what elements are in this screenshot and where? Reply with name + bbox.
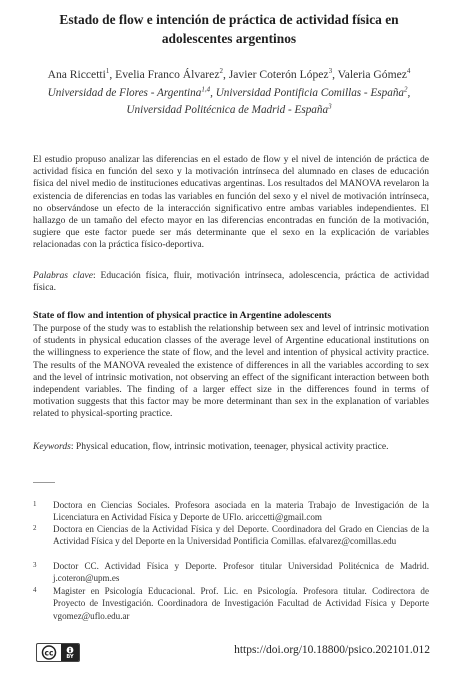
by-label: BY bbox=[66, 653, 74, 660]
author-affiliation-mark: 2 bbox=[219, 67, 223, 76]
author-name: Evelia Franco Álvarez bbox=[115, 68, 220, 81]
by-attribution-icon bbox=[61, 644, 79, 661]
footnote-number: 4 bbox=[33, 586, 37, 594]
article-title: Estado de flow e intención de práctica de actividad física en adolescentes argentinos bbox=[59, 12, 399, 46]
author-affiliation-mark: 3 bbox=[328, 67, 333, 76]
affiliation-mark: 3 bbox=[328, 101, 332, 110]
doi-link[interactable]: https://doi.org/10.18800/psico.202101.012 bbox=[234, 644, 430, 656]
affiliation: Universidad de Flores - Argentina bbox=[47, 87, 202, 99]
footnote-number: 3 bbox=[33, 561, 37, 569]
author-name: Javier Coterón López bbox=[228, 68, 329, 81]
author-affiliation-mark: 1 bbox=[105, 67, 110, 76]
keywords-label: Palabras clave bbox=[33, 270, 94, 281]
author-name: Valeria Gómez bbox=[337, 68, 407, 81]
footnote bbox=[33, 560, 429, 585]
footnote-text: Doctor CC. Actividad Física y Deporte. Profesor titular Universidad Politécnica de Madrid. j.coteron@upm.es bbox=[53, 561, 429, 584]
footnote-text: Doctora en Ciencias Sociales. Profesora asociada en la materia Trabajo de Investigación de la Licenciatura en Actividad Física y Deporte de UFlo. ariccetti@gmail.com bbox=[53, 500, 429, 523]
footnote-number: 1 bbox=[33, 500, 37, 508]
footnote bbox=[33, 523, 429, 548]
affiliation: Universidad Pontificia Comillas - España bbox=[215, 87, 405, 99]
keywords-text: : Physical education, flow, intrinsic motivation, teenager, physical activity practice. bbox=[70, 441, 389, 452]
footnote bbox=[33, 499, 429, 524]
affiliation: Universidad Politécnica de Madrid - España bbox=[126, 103, 329, 116]
creative-commons-license-icon bbox=[36, 643, 80, 662]
author-list: Ana Riccetti$^1$, Evelia Franco Álvarez$^2$, Javier Coterón López$^3$, Valeria Gómez$^4$ bbox=[47, 67, 411, 81]
author-name: Ana Riccetti bbox=[47, 68, 106, 81]
affiliation-mark: 1,4 bbox=[201, 85, 211, 94]
abstract-english: The purpose of the study was to establish the relationship between sex and level of intrinsic motivation of students in physical education classes of the average level of Argentine educational institutions on the willingness to experience the state of flow, and the level and intention of physical activity practice. The results of the MANOVA revealed the existence of differences in all the variables according to sex and the level of intrinsic motivation, not observing an effect of the significant interaction between both independent variables. The finding of a larger effect size in the differences found in terms of motivation suggests that this factor may be more determinant than sex in the explanation of variables related to physical-sporting practice. bbox=[33, 323, 429, 420]
affiliation-list: Universidad de Flores - Argentina$^{1,4}$, Universidad Pontificia Comillas - España$^2$, Universidad Politécnica de Madrid - España$^3$ bbox=[47, 85, 411, 116]
keywords-spanish bbox=[33, 270, 429, 294]
abstract-spanish: El estudio propuso analizar las diferencias en el estado de flow y el nivel de intención de práctica de actividad física en función del sexo y la motivación intrínseca del alumnado en clases de educación física del nivel medio de instituciones educativas argentinas. Los resultados del MANOVA revelaron la existencia de diferencias en todas las variables en función del sexo y el nivel de motivación intrínseca, no observándose un efecto de la interacción significativo entre ambas variables independientes. El hallazgo de un tamaño del efecto mayor en las diferencias encontradas en función de la motivación, sugiere que este factor puede ser más determinante que el sexo en la explicación de variables relacionadas con la práctica físico-deportiva. bbox=[33, 154, 429, 251]
keywords-label: Keywords bbox=[33, 441, 71, 452]
cc-icon bbox=[37, 644, 61, 661]
footnote-text: Magister en Psicología Educacional. Prof. Lic. en Psicología. Profesora titular. Codirectora de Proyecto de Investigación. Coordinadora de Investigación Facultad de Actividad Física y Deporte vgomez@uflo.edu.ar bbox=[53, 586, 429, 621]
cc-label: cc bbox=[44, 648, 54, 658]
affiliation-mark: 2 bbox=[404, 85, 408, 94]
author-affiliation-mark: 4 bbox=[406, 67, 411, 76]
keywords-text: : Educación física, fluir, motivación intrínseca, adolescencia, práctica de actividad física. bbox=[33, 270, 429, 294]
english-title: State of flow and intention of physical practice in Argentine adolescents bbox=[33, 310, 332, 321]
footnote-text: Doctora en Ciencias de la Actividad Física y del Deporte. Coordinadora del Grado en Ciencias de la Actividad Física y del Deporte en la Universidad Pontificia Comillas. efalvarez@comillas.edu bbox=[53, 524, 429, 547]
footnote-number: 2 bbox=[33, 524, 37, 532]
footnote bbox=[33, 585, 429, 622]
footnote-divider bbox=[33, 482, 55, 483]
keywords-english bbox=[33, 441, 429, 453]
